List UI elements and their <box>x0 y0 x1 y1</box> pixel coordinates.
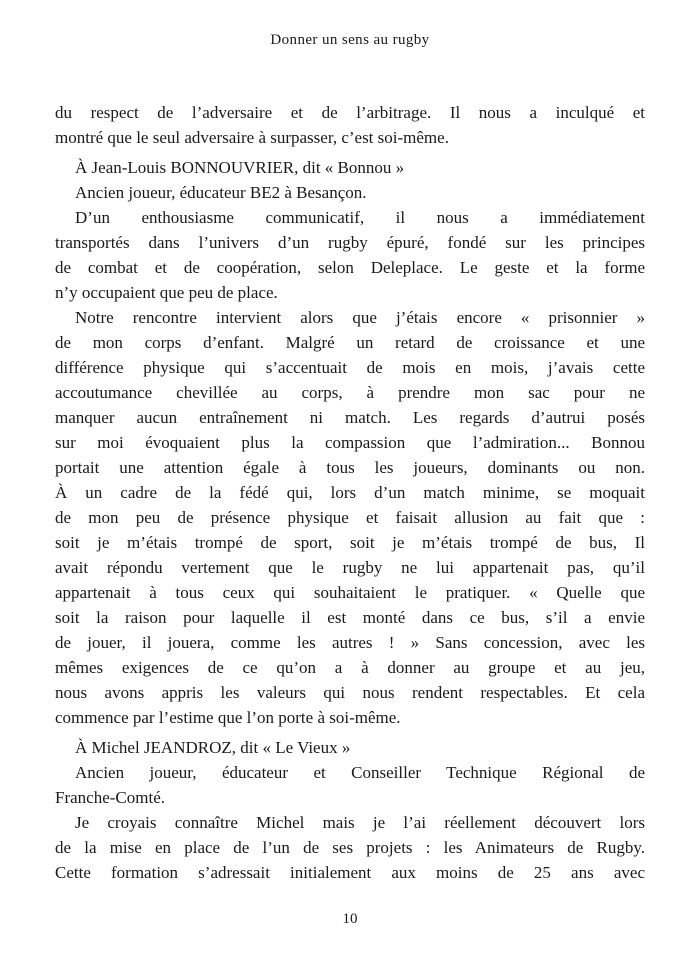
dedication-jeandroz <box>55 735 645 760</box>
text-line: Franche-Comté. <box>55 788 165 807</box>
paragraph-michel <box>55 810 645 885</box>
text-line: sur moi évoquaient plus la compassion que l’admiration... Bonnou <box>55 433 645 452</box>
text-line: Notre rencontre intervient alors que j’étais encore « prisonnier » <box>75 308 645 327</box>
text-line: Cette formation s’adressait initialement aux moins de 25 ans avec <box>55 863 645 882</box>
text-line: mêmes exigences de ce qu’on a à donner au groupe et au jeu, <box>55 658 645 677</box>
text-line: avait répondu vertement que le rugby ne lui appartenait pas, qu’il <box>55 558 645 577</box>
paragraph-enthousiasme <box>55 205 645 305</box>
text-line: appartenait à tous ceux qui souhaitaient le pratiquer. « Quelle que <box>55 583 645 602</box>
paragraph-rencontre <box>55 305 645 730</box>
text-line: transportés dans l’univers d’un rugby épuré, fondé sur les principes <box>55 233 645 252</box>
text-line: Je croyais connaître Michel mais je l’ai réellement découvert lors <box>75 813 645 832</box>
continuation-paragraph <box>55 100 645 150</box>
text-line: du respect de l’adversaire et de l’arbitrage. Il nous a inculqué et <box>55 103 645 122</box>
text-line: de combat et de coopération, selon Deleplace. Le geste et la forme <box>55 258 645 277</box>
text-line: accoutumance chevillée au corps, à prendre mon sac pour ne <box>55 383 645 402</box>
text-line: portait une attention égale à tous les joueurs, dominants ou non. <box>55 458 645 477</box>
text-line: À un cadre de la fédé qui, lors d’un match minime, se moquait <box>55 483 645 502</box>
text-line: n’y occupaient que peu de place. <box>55 283 278 302</box>
page-number: 10 <box>342 911 358 927</box>
dedication-bonnouvrier-role <box>55 180 645 205</box>
text-line: soit la raison pour laquelle il est monté dans ce bus, s’il a envie <box>55 608 645 627</box>
text-line: de jouer, il jouera, comme les autres ! » Sans concession, avec les <box>55 633 645 652</box>
dedication-bonnouvrier <box>55 155 645 180</box>
text-line: À Jean-Louis BONNOUVRIER, dit « Bonnou » <box>75 158 405 177</box>
text-line: manquer aucun entraînement ni match. Les regards d’autrui posés <box>55 408 645 427</box>
text-line: Ancien joueur, éducateur BE2 à Besançon. <box>75 183 367 202</box>
text-line: montré que le seul adversaire à surpasser, c’est soi-même. <box>55 128 449 147</box>
text-line: À Michel JEANDROZ, dit « Le Vieux » <box>75 738 351 757</box>
dedication-jeandroz-role <box>55 760 645 810</box>
text-line: de mon corps d’enfant. Malgré un retard de croissance et une <box>55 333 645 352</box>
text-line: différence physique qui s’accentuait de mois en mois, j’avais cette <box>55 358 645 377</box>
text-line: nous avons appris les valeurs qui nous rendent respectables. Et cela <box>55 683 645 702</box>
text-line: D’un enthousiasme communicatif, il nous a immédiatement <box>75 208 645 227</box>
running-header: Donner un sens au rugby <box>270 32 430 48</box>
text-line: de mon peu de présence physique et faisait allusion au fait que : <box>55 508 645 527</box>
page-body <box>55 100 645 885</box>
text-line: de la mise en place de l’un de ses projets : les Animateurs de Rugby. <box>55 838 645 857</box>
text-line: soit je m’étais trompé de sport, soit je m’étais trompé de bus, Il <box>55 533 645 552</box>
text-line: Ancien joueur, éducateur et Conseiller Technique Régional de <box>75 763 645 782</box>
text-line: commence par l’estime que l’on porte à soi-même. <box>55 708 401 727</box>
